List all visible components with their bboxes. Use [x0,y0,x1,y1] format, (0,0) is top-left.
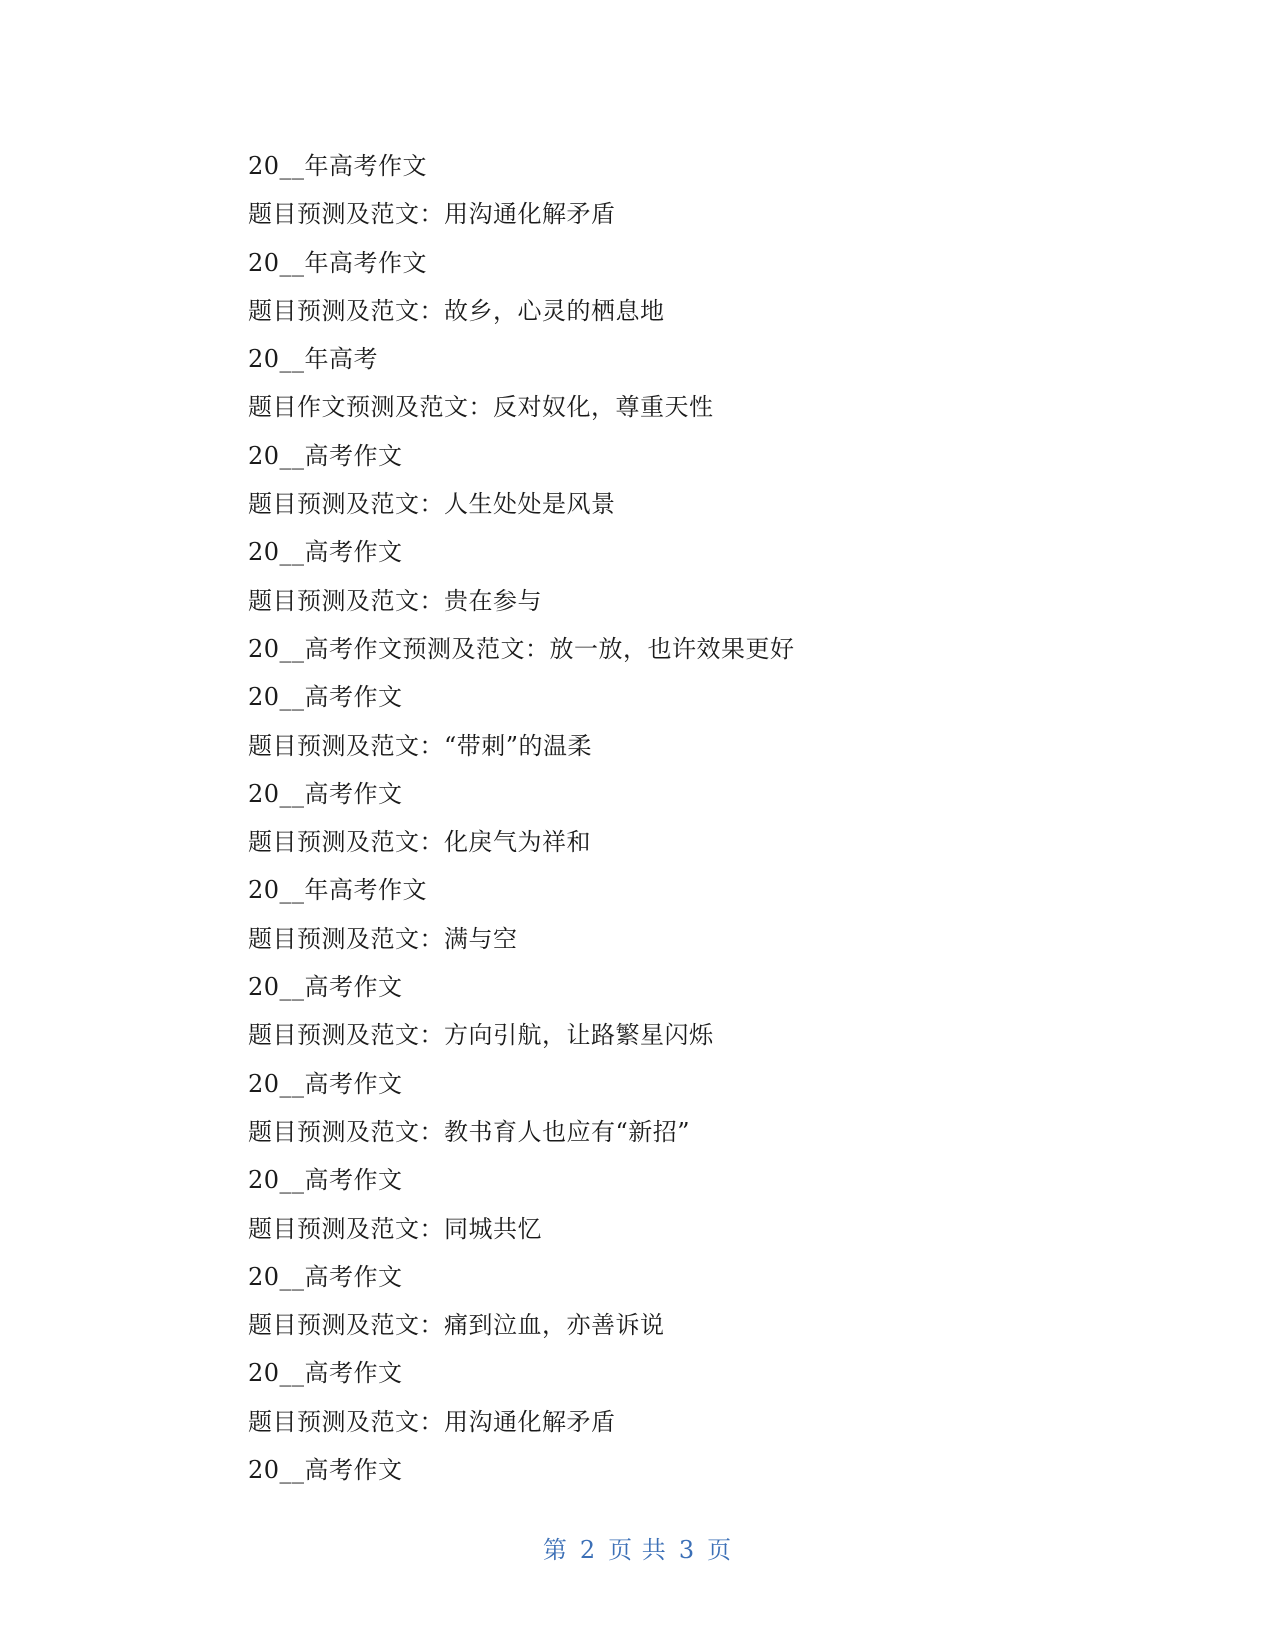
text-line: 题目预测及范文：“带刺”的温柔 [248,731,593,760]
page-footer [0,1530,1275,1565]
text-line: 20__高考作文 [248,1456,403,1485]
text-line: 20__高考作文 [248,779,403,808]
footer-prefix: 第 [542,1536,568,1564]
current-page-number: 2 [579,1536,597,1564]
text-line: 20__高考作文 [248,538,403,567]
text-line: 题目预测及范文：同城共忆 [248,1214,542,1243]
text-line: 20__高考作文 [248,441,403,470]
text-line: 20__高考作文 [248,1069,403,1098]
text-line: 20__高考作文预测及范文：放一放，也许效果更好 [248,634,795,663]
text-line: 题目预测及范文：痛到泣血，亦善诉说 [248,1311,665,1340]
text-line: 20__高考作文 [248,1262,403,1291]
text-line: 20__高考作文 [248,1359,403,1388]
text-line: 题目预测及范文：贵在参与 [248,586,542,615]
text-line: 题目预测及范文：人生处处是风景 [248,490,616,519]
text-line: 20__高考作文 [248,1166,403,1195]
text-line: 题目预测及范文：故乡，心灵的栖息地 [248,296,665,325]
text-line: 题目作文预测及范文：反对奴化，尊重天性 [248,393,714,422]
text-line: 20__年高考作文 [248,152,428,180]
footer-suffix: 页 [707,1536,733,1564]
text-line: 20__年高考作文 [248,248,428,277]
total-pages-number: 3 [678,1536,696,1564]
text-line: 题目预测及范文：化戾气为祥和 [248,828,591,857]
text-line: 题目预测及范文：用沟通化解矛盾 [248,1407,616,1436]
text-line: 20__年高考作文 [248,876,428,905]
text-line: 20__高考作文 [248,973,403,1002]
text-line: 20__年高考 [248,345,379,374]
text-lines [248,142,1048,1494]
text-line: 题目预测及范文：方向引航，让路繁星闪烁 [248,1021,714,1050]
text-line: 题目预测及范文：用沟通化解矛盾 [248,200,616,229]
footer-middle: 页 共 [608,1536,667,1564]
text-line: 题目预测及范文：满与空 [248,924,518,953]
text-line: 20__高考作文 [248,683,403,712]
text-line: 题目预测及范文：教书育人也应有“新招” [248,1117,691,1146]
